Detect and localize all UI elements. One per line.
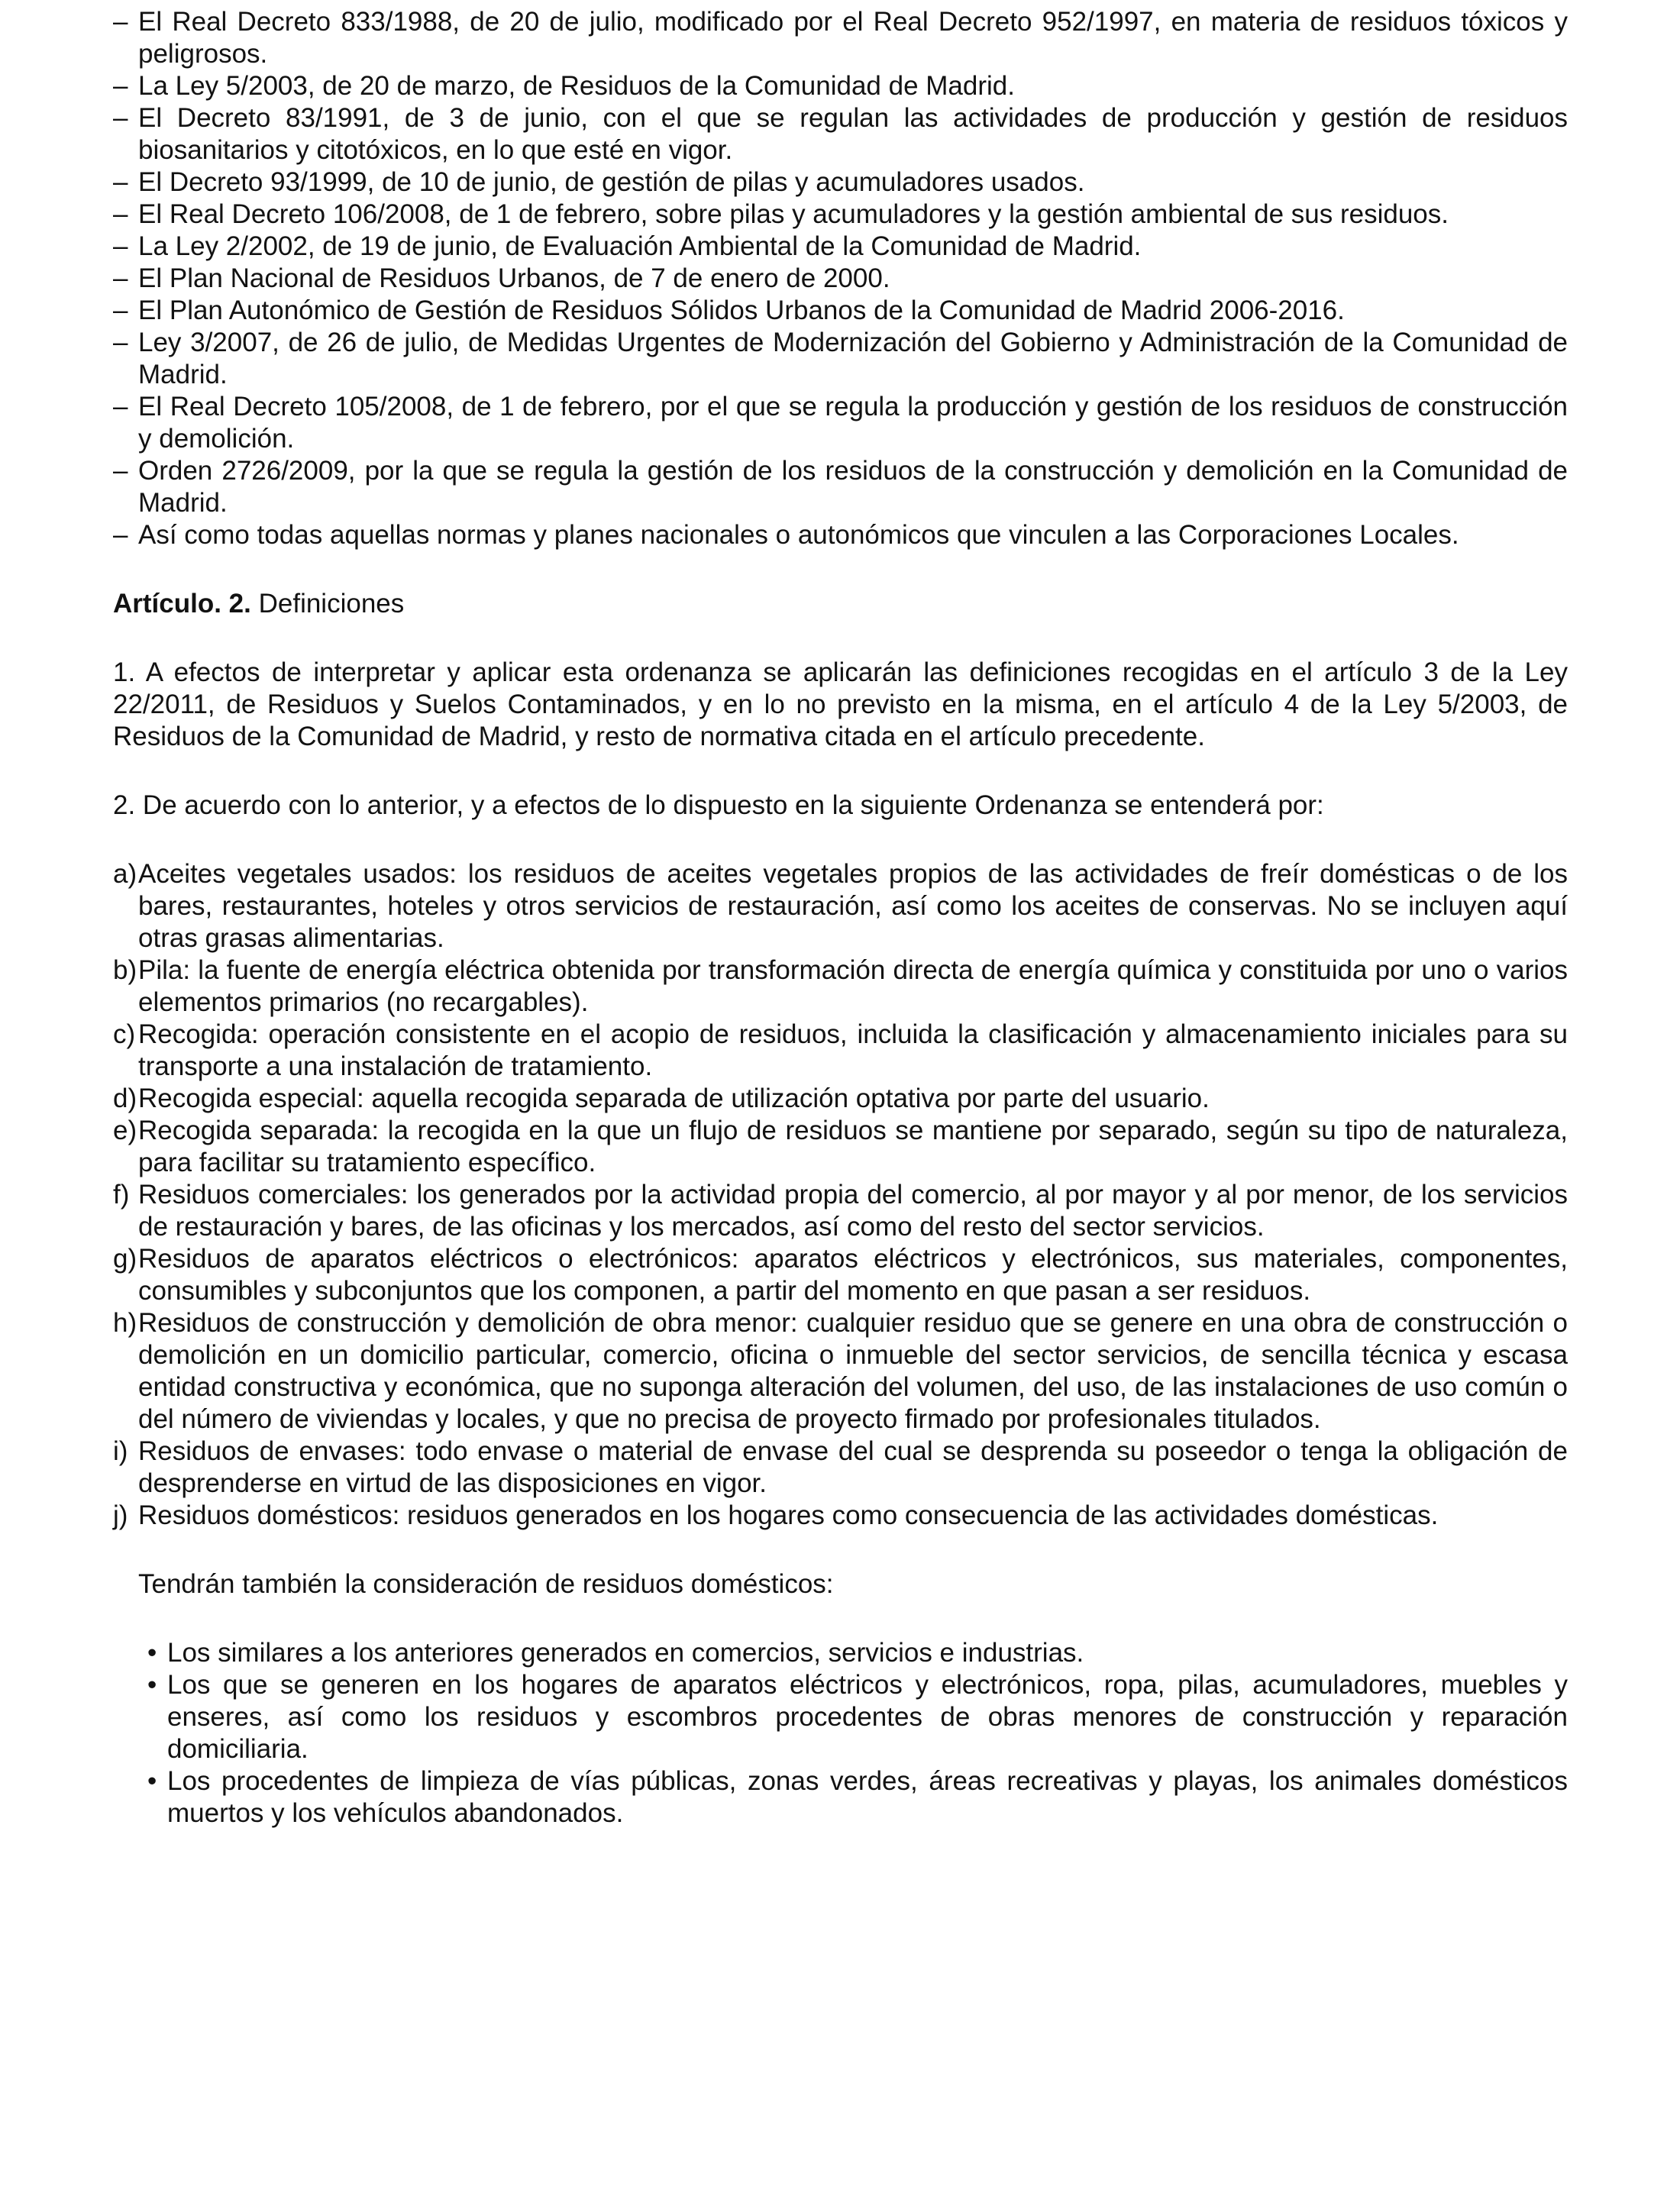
dash-marker: – xyxy=(113,167,128,197)
list-item-text: El Plan Autonómico de Gestión de Residuos Sólidos Urbanos de la Comunidad de Madrid 2006-2016. xyxy=(138,296,1345,325)
list-item-text: El Plan Nacional de Residuos Urbanos, de 7 de enero de 2000. xyxy=(138,263,890,293)
dash-marker: – xyxy=(113,520,128,550)
list-item xyxy=(113,70,1568,102)
paragraph-1: 1. A efectos de interpretar y aplicar esta ordenanza se aplicarán las definiciones recogidas en el artículo 3 de la Ley 22/2011, de Residuos y Suelos Contaminados, y en lo no previsto en la misma, en el artículo 4 de la Ley 5/2003, de Residuos de la Comunidad de Madrid, y resto de normativa citada en el artículo precedente. xyxy=(113,657,1568,751)
list-item xyxy=(113,519,1568,551)
list-item xyxy=(113,295,1568,327)
list-item xyxy=(113,231,1568,263)
bullet-item xyxy=(147,1765,1568,1830)
dash-marker: – xyxy=(113,296,128,325)
list-item-text: La Ley 2/2002, de 19 de junio, de Evaluación Ambiental de la Comunidad de Madrid. xyxy=(138,231,1142,261)
letter-marker: b) xyxy=(113,955,137,985)
definition-item xyxy=(113,1243,1568,1307)
definition-text: Pila: la fuente de energía eléctrica obtenida por transformación directa de energía química y constituida por uno o varios elementos primarios (no recargables). xyxy=(138,955,1568,1017)
definitions-list xyxy=(113,858,1568,1532)
list-item-text: El Real Decreto 833/1988, de 20 de julio, modificado por el Real Decreto 952/1997, en materia de residuos tóxicos y peligrosos. xyxy=(138,7,1568,69)
definition-item xyxy=(113,1083,1568,1115)
list-item xyxy=(113,199,1568,231)
list-item-text: El Decreto 83/1991, de 3 de junio, con el que se regulan las actividades de producción y gestión de residuos biosanitarios y citotóxicos, en lo que esté en vigor. xyxy=(138,103,1568,165)
bullet-marker: • xyxy=(147,1670,157,1700)
dash-marker: – xyxy=(113,7,128,37)
letter-marker: c) xyxy=(113,1019,136,1049)
definition-item xyxy=(113,1115,1568,1179)
letter-marker: e) xyxy=(113,1116,137,1145)
article-heading xyxy=(113,588,1568,620)
dash-marker: – xyxy=(113,71,128,101)
letter-marker: a) xyxy=(113,859,137,889)
bullet-item xyxy=(147,1669,1568,1765)
letter-marker: h) xyxy=(113,1308,137,1338)
list-item-text: La Ley 5/2003, de 20 de marzo, de Residuos de la Comunidad de Madrid. xyxy=(138,71,1015,101)
definition-text: Residuos domésticos: residuos generados en los hogares como consecuencia de las actividades domésticas. xyxy=(138,1500,1439,1530)
definition-text: Residuos de construcción y demolición de obra menor: cualquier residuo que se genere en una obra de construcción o demolición en un domicilio particular, comercio, oficina o inmueble del sector servicios, de sencilla técnica y escasa entidad constructiva y económica, que no suponga alteración del volumen, del uso, de las instalaciones de uso común o del número de viviendas y locales, y que no precisa de proyecto firmado por profesionales titulados. xyxy=(138,1308,1568,1434)
definition-item xyxy=(113,1436,1568,1500)
article-heading-number: Artículo. 2. xyxy=(113,589,251,618)
list-item xyxy=(113,391,1568,455)
definition-item xyxy=(113,858,1568,954)
definition-text: Residuos de envases: todo envase o material de envase del cual se desprenda su poseedor o tenga la obligación de desprenderse en virtud de las disposiciones en vigor. xyxy=(138,1436,1568,1498)
dash-marker: – xyxy=(113,456,128,486)
dash-marker: – xyxy=(113,103,128,133)
letter-marker: i) xyxy=(113,1436,128,1466)
dash-marker: – xyxy=(113,392,128,421)
legal-references-list xyxy=(113,6,1568,551)
bullet-item-text: Los similares a los anteriores generados en comercios, servicios e industrias. xyxy=(167,1638,1084,1668)
bullet-marker: • xyxy=(147,1766,157,1796)
definition-text: Residuos de aparatos eléctricos o electrónicos: aparatos eléctricos y electrónicos, sus materiales, componentes, consumibles y subconjuntos que los componen, a partir del momento en que pasan a ser residuos. xyxy=(138,1244,1568,1306)
list-item-text: El Decreto 93/1999, de 10 de junio, de gestión de pilas y acumuladores usados. xyxy=(138,167,1085,197)
list-item-text: El Real Decreto 105/2008, de 1 de febrero, por el que se regula la producción y gestión de los residuos de construcción y demolición. xyxy=(138,392,1568,454)
definition-text: Aceites vegetales usados: los residuos de aceites vegetales propios de las actividades de freír domésticas o de los bares, restaurantes, hoteles y otros servicios de restauración, así como los aceites de conservas. No se incluyen aquí otras grasas alimentarias. xyxy=(138,859,1568,953)
dash-marker: – xyxy=(113,263,128,293)
definition-text: Residuos comerciales: los generados por la actividad propia del comercio, al por mayor y al por menor, de los servicios de restauración y bares, de las oficinas y los mercados, así como del resto del sector servicios. xyxy=(138,1180,1568,1242)
letter-marker: f) xyxy=(113,1180,130,1210)
article-heading-title: Definiciones xyxy=(250,589,405,618)
definition-item xyxy=(113,1307,1568,1436)
definition-item xyxy=(113,954,1568,1019)
bullet-item xyxy=(147,1637,1568,1669)
dash-marker: – xyxy=(113,199,128,229)
definition-item xyxy=(113,1179,1568,1243)
list-item xyxy=(113,263,1568,295)
definition-text: Recogida: operación consistente en el acopio de residuos, incluida la clasificación y almacenamiento iniciales para su transporte a una instalación de tratamiento. xyxy=(138,1019,1568,1081)
definition-text: Recogida especial: aquella recogida separada de utilización optativa por parte del usuario. xyxy=(138,1084,1210,1113)
list-item-text: El Real Decreto 106/2008, de 1 de febrero, sobre pilas y acumuladores y la gestión ambiental de sus residuos. xyxy=(138,199,1449,229)
dash-marker: – xyxy=(113,231,128,261)
letter-marker: j) xyxy=(113,1500,128,1530)
domestic-waste-list xyxy=(147,1637,1568,1830)
list-item xyxy=(113,102,1568,166)
definition-item xyxy=(113,1019,1568,1083)
definition-item xyxy=(113,1500,1568,1532)
letter-marker: g) xyxy=(113,1244,137,1274)
list-item xyxy=(113,455,1568,519)
bullet-marker: • xyxy=(147,1638,157,1668)
list-item-text: Ley 3/2007, de 26 de julio, de Medidas Urgentes de Modernización del Gobierno y Administración de la Comunidad de Madrid. xyxy=(138,328,1568,389)
list-item xyxy=(113,166,1568,199)
list-item-text: Así como todas aquellas normas y planes nacionales o autonómicos que vinculen a las Corporaciones Locales. xyxy=(138,520,1459,550)
bullet-item-text: Los que se generen en los hogares de aparatos eléctricos y electrónicos, ropa, pilas, acumuladores, muebles y enseres, así como los residuos y escombros procedentes de obras menores de construcción y reparación domiciliaria. xyxy=(167,1670,1568,1764)
definition-text: Recogida separada: la recogida en la que un flujo de residuos se mantiene por separado, según su tipo de naturaleza, para facilitar su tratamiento específico. xyxy=(138,1116,1568,1177)
paragraph-2: 2. De acuerdo con lo anterior, y a efectos de lo dispuesto en la siguiente Ordenanza se entenderá por: xyxy=(113,790,1324,820)
list-item-text: Orden 2726/2009, por la que se regula la gestión de los residuos de la construcción y demolición en la Comunidad de Madrid. xyxy=(138,456,1568,518)
sub-paragraph: Tendrán también la consideración de residuos domésticos: xyxy=(138,1569,834,1599)
list-item xyxy=(113,6,1568,70)
dash-marker: – xyxy=(113,328,128,357)
letter-marker: d) xyxy=(113,1084,137,1113)
bullet-item-text: Los procedentes de limpieza de vías públicas, zonas verdes, áreas recreativas y playas, los animales domésticos muertos y los vehículos abandonados. xyxy=(167,1766,1568,1828)
list-item xyxy=(113,327,1568,391)
